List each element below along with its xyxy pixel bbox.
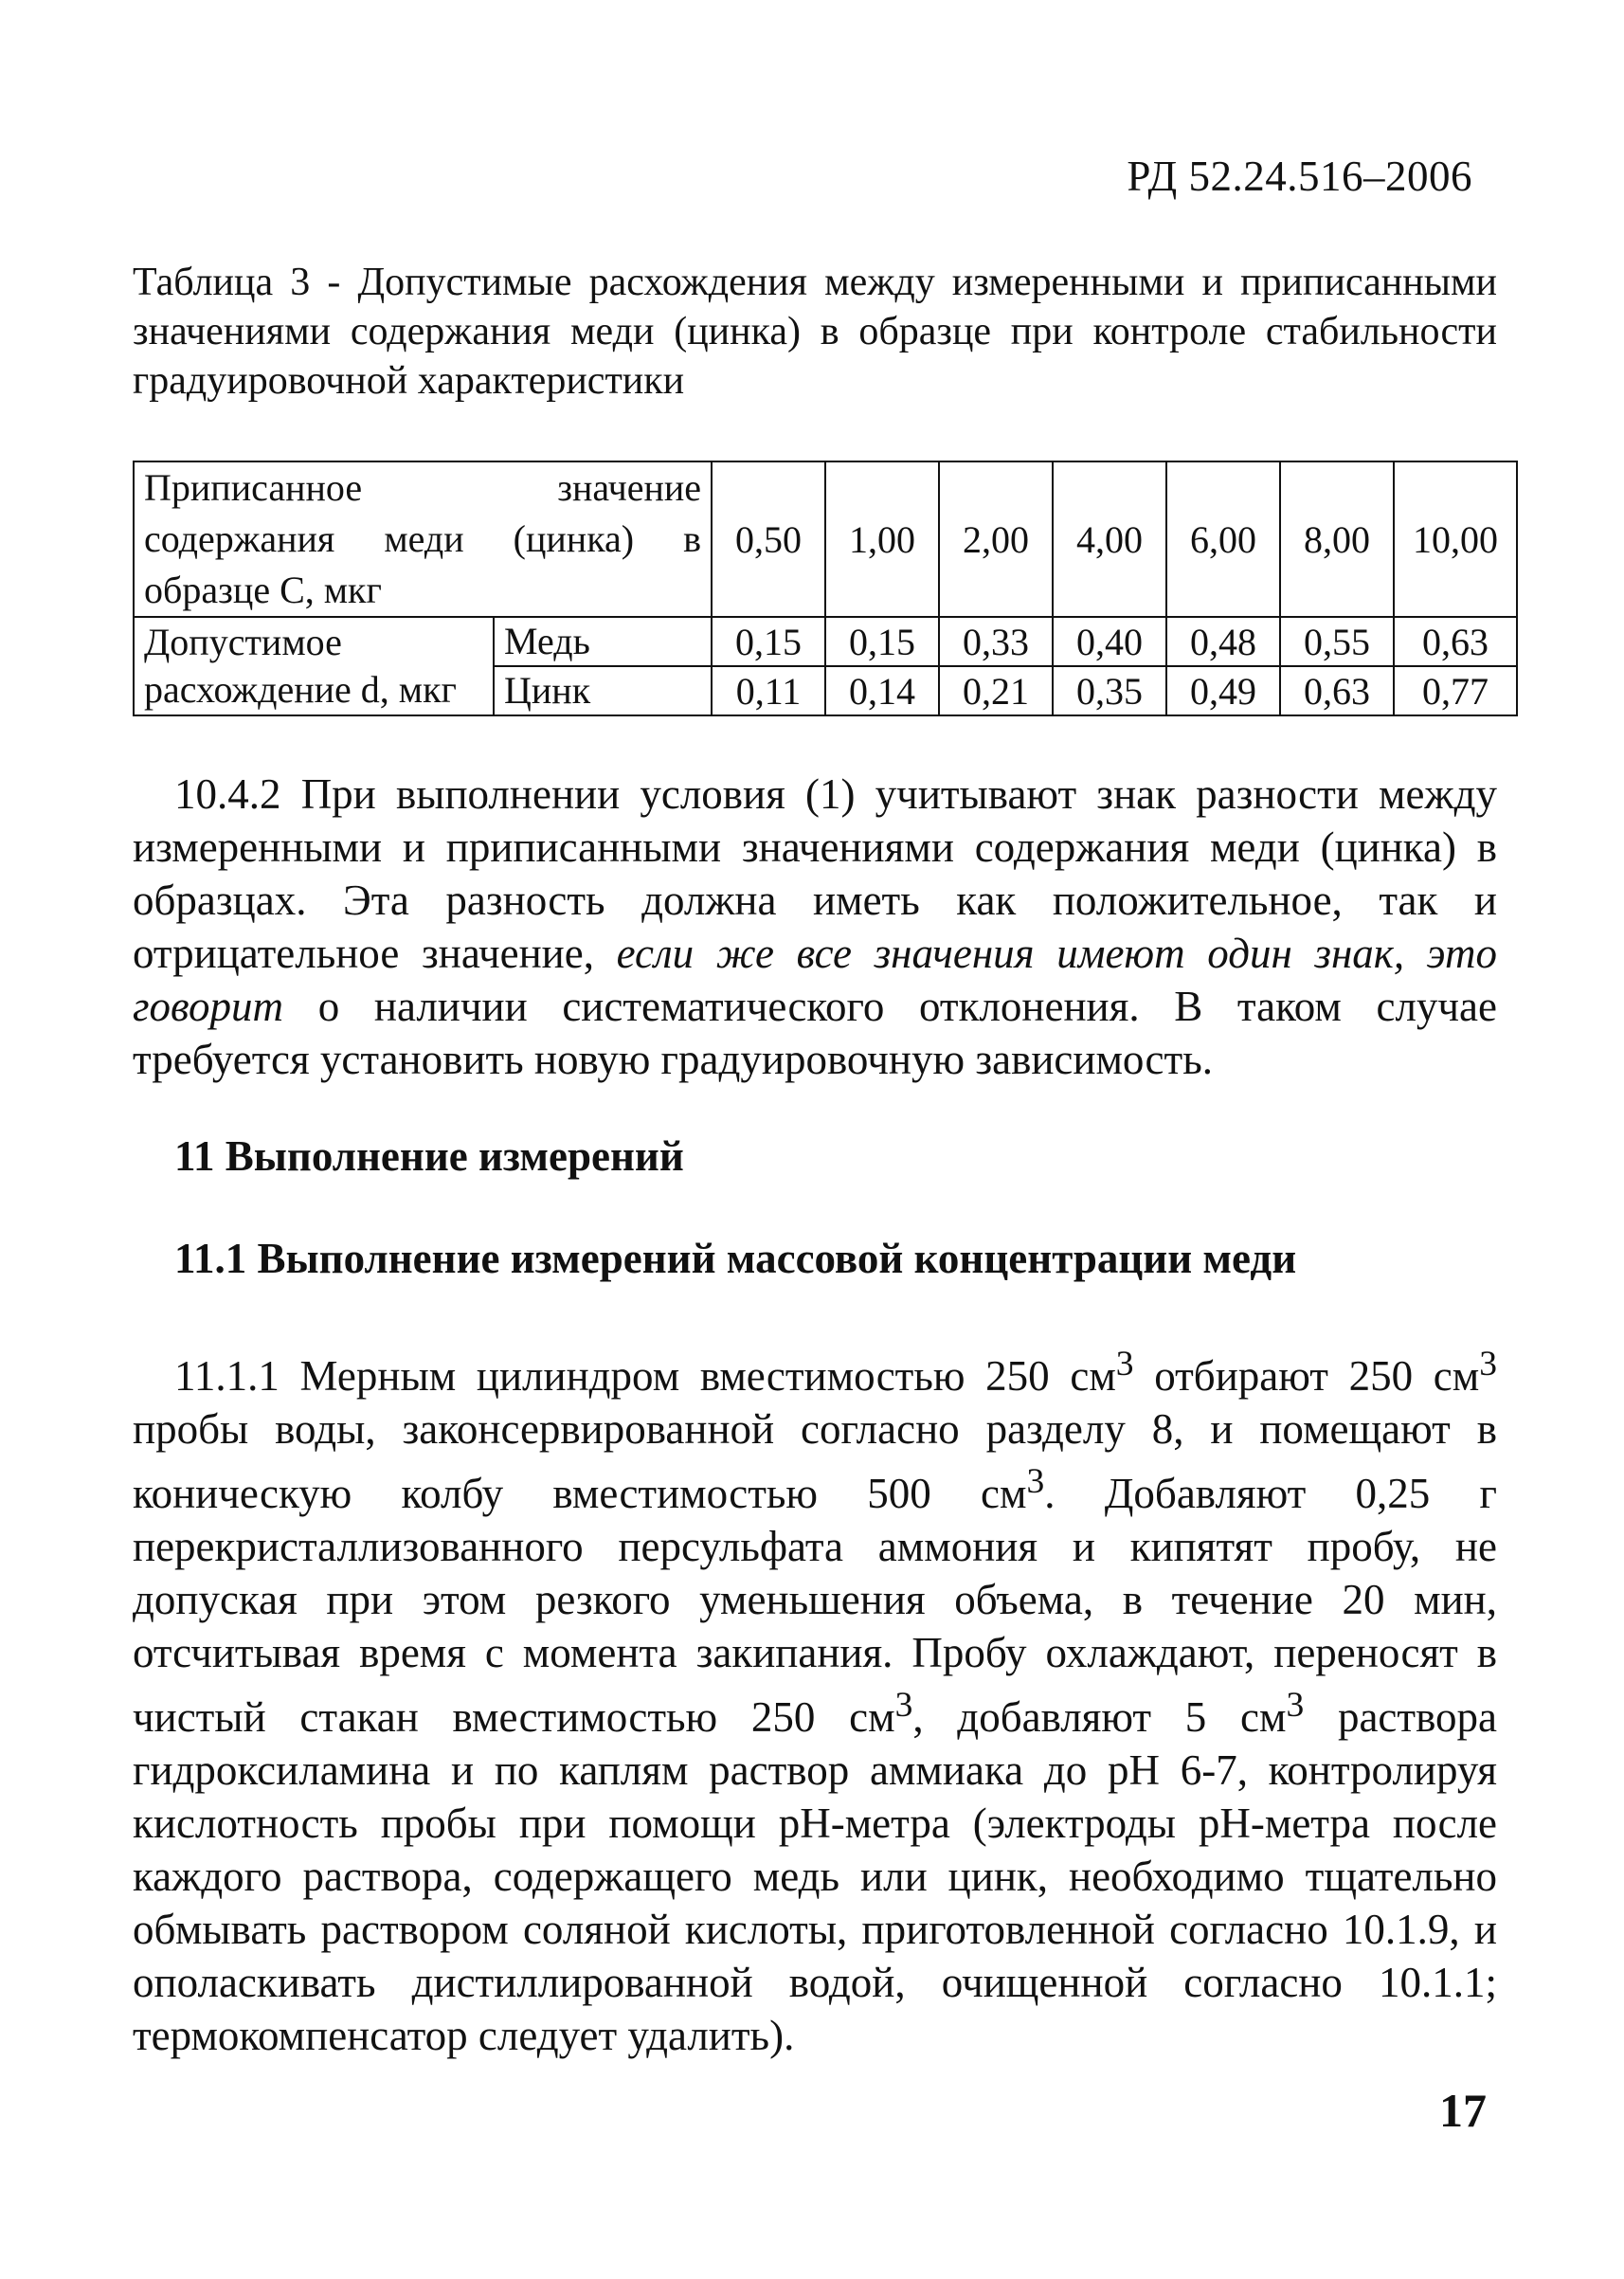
superscript: 3: [894, 1686, 913, 1725]
zinc-value-cell: 0,11: [712, 666, 825, 715]
assigned-value-cell: 0,50: [712, 461, 825, 617]
copper-value-cell: 0,40: [1053, 617, 1166, 666]
paragraph-text: о наличии систематического отклонения. В таком случае требуется установить новую градуировочную зависимость.: [133, 983, 1498, 1083]
copper-value-cell: 0,33: [939, 617, 1053, 666]
table-row-copper: [134, 617, 1517, 666]
paragraph-10-4-2: [133, 768, 1497, 1086]
page-number: 17: [1439, 2084, 1487, 2137]
discrepancy-table: [133, 461, 1518, 716]
paragraph-text: отбирают 250 см: [1133, 1352, 1480, 1400]
superscript: 3: [1479, 1345, 1497, 1384]
paragraph-text: раствора гидроксиламина и по каплям раствор аммиака до pH 6-7, контролируя кислотность пробы при помощи pH-метра (электроды pH-метра после каждого раствора, содержащего медь или цинк, необходимо тщательно обмывать раствором соляной кислоты, приготовленной согласно 10.1.9, и ополаскивать дистиллированной водой, очищенной согласно 10.1.1; термокомпенсатор следует удалить).: [133, 1693, 1497, 2059]
zinc-value-cell: 0,14: [825, 666, 939, 715]
zinc-value-cell: 0,49: [1166, 666, 1280, 715]
metal-label-zinc: Цинк: [494, 666, 712, 715]
document-code: РД 52.24.516–2006: [1127, 153, 1472, 200]
section-heading: 11 Выполнение измерений: [174, 1132, 684, 1180]
copper-value-cell: 0,48: [1166, 617, 1280, 666]
zinc-value-cell: 0,21: [939, 666, 1053, 715]
assigned-value-cell: 8,00: [1280, 461, 1394, 617]
paragraph-text: пробы воды, законсервированной согласно разделу 8, и помещают в коническую колбу вместимостью 500 см: [133, 1405, 1497, 1517]
subsection-heading: 11.1 Выполнение измерений массовой концентрации меди: [174, 1235, 1297, 1282]
paragraph-text: 10.4.2 При выполнении условия (1) учитывают знак разности между измеренными и приписанными значениями содержания меди (цинка) в образцах. Эта разность должна иметь как положительное, так и отрицательное значение,: [133, 770, 1497, 977]
assigned-value-cell: 2,00: [939, 461, 1053, 617]
paragraph-text: , добавляют 5 см: [912, 1693, 1287, 1741]
table-caption: Таблица 3 - Допустимые расхождения между измеренными и приписанными значениями содержания меди (цинка) в образце при контроле стабильности градуировочной характеристики: [133, 261, 1497, 403]
copper-value-cell: 0,15: [825, 617, 939, 666]
zinc-value-cell: 0,77: [1394, 666, 1517, 715]
superscript: 3: [1026, 1462, 1045, 1501]
table-header-row: [134, 461, 1517, 617]
superscript: 3: [1286, 1686, 1305, 1725]
assigned-value-header: Приписанное значение содержания меди (цинка) в образце С, мкг: [134, 461, 712, 617]
metal-label-copper: Медь: [494, 617, 712, 666]
paragraph-text: . Добавляют 0,25 г перекристаллизованного персульфата аммония и кипятят пробу, не допуская при этом резкого уменьшения объема, в течение 20 мин, отсчитывая время с момента закипания. Пробу охлаждают, переносят в чистый стакан вместимостью 250 см: [133, 1470, 1497, 1741]
zinc-value-cell: 0,63: [1280, 666, 1394, 715]
discrepancy-label: Допустимое расхождение d, мкг: [134, 617, 494, 715]
assigned-value-cell: 10,00: [1394, 461, 1517, 617]
zinc-value-cell: 0,35: [1053, 666, 1166, 715]
paragraph-text: 11.1.1 Мерным цилиндром вместимостью 250 см: [174, 1352, 1116, 1400]
copper-value-cell: 0,55: [1280, 617, 1394, 666]
assigned-value-cell: 1,00: [825, 461, 939, 617]
superscript: 3: [1115, 1345, 1134, 1384]
assigned-value-cell: 4,00: [1053, 461, 1166, 617]
paragraph-italic-text: если же все значения имеют один знак, это говорит: [133, 930, 1498, 1030]
assigned-value-cell: 6,00: [1166, 461, 1280, 617]
paragraph-11-1-1: [133, 1338, 1497, 2062]
copper-value-cell: 0,63: [1394, 617, 1517, 666]
copper-value-cell: 0,15: [712, 617, 825, 666]
